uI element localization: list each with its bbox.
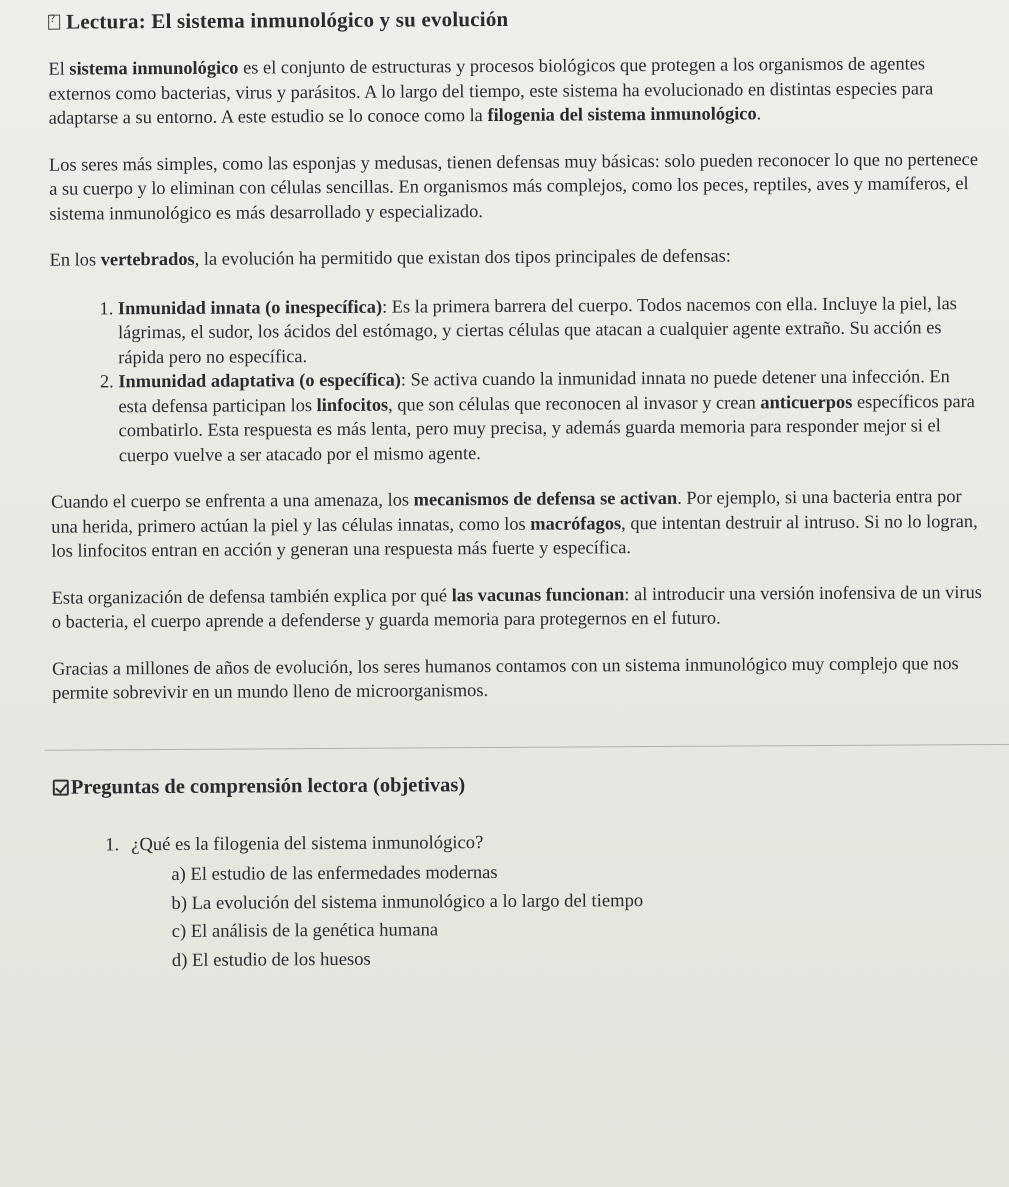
question-1	[105, 828, 985, 976]
list-item-adaptive-immunity	[118, 364, 982, 467]
question-prompt	[105, 828, 984, 858]
vertebrates-text: En los	[49, 249, 101, 270]
term-inmunidad-adaptativa: Inmunidad adaptativa (o específica)	[118, 369, 401, 392]
intro-text: El	[48, 58, 70, 79]
intro-text: .	[756, 103, 762, 124]
section-divider	[45, 743, 1009, 750]
option-d: d) El estudio de los huesos	[171, 948, 371, 971]
list-item-text: específicos para combatirlo. Esta respuesta es más lenta, pero muy precisa, y además guarda memoria para responder mejor si el cuerpo vuelve a ser atacado por el mismo agente.	[118, 390, 975, 465]
term-linfocitos: linfocitos	[316, 394, 389, 415]
mechanisms-text: . Por ejemplo, si una bacteria entra por una herida, primero actúan la piel y las células innatas, como los	[51, 486, 962, 537]
title-text: Lectura: El sistema inmunológico y su evolución	[66, 6, 509, 34]
option-c: c) El análisis de la genética humana	[171, 919, 439, 942]
checkbox-checked-icon	[53, 779, 69, 795]
term-vertebrados: vertebrados	[100, 248, 195, 270]
vaccines-text: Esta organización de defensa también explica por qué	[51, 584, 452, 608]
defense-mechanisms-paragraph	[51, 484, 982, 563]
option-b: b) La evolución del sistema inmunológico a lo largo del tiempo	[171, 889, 644, 914]
answer-options	[105, 856, 985, 975]
term-anticuerpos: anticuerpos	[760, 391, 853, 412]
term-vacunas-funcionan: las vacunas funcionan	[451, 583, 625, 605]
missing-glyph-icon	[48, 15, 60, 30]
term-sistema-inmunologico: sistema inmunológico	[69, 57, 239, 79]
option-a: a) El estudio de las enfermedades modernas	[171, 861, 498, 885]
list-item-text: , que son células que reconocen al invasor y crean	[388, 391, 761, 415]
vaccines-paragraph	[52, 580, 983, 635]
vaccines-text: : al introducir una versión inofensiva de un virus o bacteria, el cuerpo aprende a defenderse y guarda memoria para protegernos en el futuro.	[51, 581, 982, 632]
intro-paragraph	[48, 51, 979, 130]
term-mecanismos-de-defensa: mecanismos de defensa se activan	[413, 487, 678, 510]
intro-text: es el conjunto de estructuras y procesos biológicos que protegen a los organismos de agentes externos como bacterias, virus y parásitos. A lo largo del tiempo, este sistema ha evolucionado en distintas especies para adaptarse a su entorno. A este estudio se lo conoce como la	[48, 53, 934, 128]
list-item-text: : Es la primera barrera del cuerpo. Todos nacemos con ella. Incluye la piel, las lágrimas, el sudor, los ácidos del estómago, y ciertas células que atacan a cualquier agente extraño. Su acción es rápida pero no específica.	[117, 292, 957, 367]
question-number: 1.	[105, 833, 120, 855]
defense-types-list	[50, 291, 982, 468]
vertebrates-paragraph	[50, 242, 981, 272]
questions-heading	[53, 771, 984, 800]
simple-organisms-paragraph: Los seres más simples, como las esponjas y medusas, tienen defensas muy básicas: solo pueden reconocer lo que no pertenece a su cuerpo y lo eliminan con células sencillas. En organismos más complejos, como los peces, reptiles, aves y mamíferos, el sistema inmunológico es más desarrollado y especializado.	[48, 148, 979, 224]
conclusion-paragraph: Gracias a millones de años de evolución, los seres humanos contamos con un sistema inmunológico muy complejo que nos permite sobrevivir en un mundo lleno de microorganismos.	[52, 652, 959, 703]
list-item-innate-immunity	[118, 291, 981, 370]
document-title	[48, 4, 979, 35]
term-macrofagos: macrófagos	[530, 512, 622, 534]
questions-heading-text: Preguntas de comprensión lectora (objetivas)	[70, 773, 466, 799]
question-text: ¿Qué es la filogenia del sistema inmunológico?	[131, 831, 484, 855]
term-inmunidad-innata: Inmunidad innata (o inespecífica)	[117, 296, 383, 318]
mechanisms-text: Cuando el cuerpo se enfrenta a una amenaza, los	[51, 489, 414, 512]
mechanisms-text: , que intentan destruir al intruso. Si no lo logran, los linfocitos entran en acción y generan una respuesta más fuerte y específica.	[51, 510, 978, 561]
term-filogenia: filogenia del sistema inmunológico	[487, 103, 757, 126]
list-item-text: : Se activa cuando la inmunidad innata no puede detener una infección. En esta defensa participan los	[118, 366, 950, 416]
vertebrates-text: , la evolución ha permitido que existan dos tipos principales de defensas:	[194, 245, 731, 269]
